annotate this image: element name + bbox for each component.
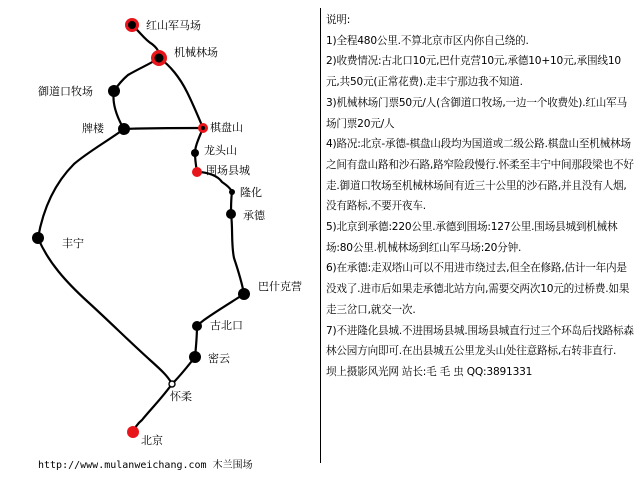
note-4: 4)路况:北京-承德-棋盘山段均为国道或二级公路.棋盘山至机械林场之间有盘山路和沙石路,路窄险段慢行.怀柔至丰宁中间那段梁也不好走.御道口牧场至机械林场间有近三十公里的沙石路,并且没有人烟,没有路标,不要开夜车.: [326, 138, 634, 213]
note-7: 7)不进隆化县城.不进围场县城.围场县城直行过三个环岛后找路标森林公园方向即可.在出县城五公里龙头山处往意路标,右转非直行.: [326, 324, 634, 358]
route-chengde-bashenkuangui: [231, 214, 244, 294]
label-chengde: 承德: [243, 209, 265, 222]
label-gubeikou: 古北口: [210, 319, 243, 332]
route-pailou-fengning: [38, 129, 124, 238]
label-hongshanjun: 红山军马场: [146, 19, 201, 32]
website-footer: http://www.mulanweichang.com 木兰围场: [38, 460, 253, 471]
label-huairou: 怀柔: [170, 390, 192, 403]
note-6: 6)在承德:走双塔山可以不用进市绕过去,但全在修路,估计一年内是没戏了.进市后如果走承德北站方向,需要交两次10元的过桥费.如果走三岔口,就交一次.: [326, 262, 630, 316]
notes-title: 说明:: [326, 14, 351, 26]
marker-gubeikou[interactable]: [192, 321, 202, 331]
route-fengning-huairou: [38, 238, 172, 384]
note-3: 3)机械林场门票50元/人(含御道口牧场,一边一个收费处).红山军马场门票20元/人: [326, 96, 627, 130]
panel-divider: [320, 8, 321, 463]
marker-fengning[interactable]: [32, 232, 44, 244]
label-yudaokou: 御道口牧场: [38, 85, 93, 98]
label-beijing: 北京: [141, 434, 163, 447]
marker-longtoushan[interactable]: [191, 149, 199, 157]
label-miyun: 密云: [208, 352, 230, 365]
marker-bashenkuangui[interactable]: [238, 288, 250, 300]
label-jixie: 机械林场: [174, 46, 218, 59]
route-pailou-qipanshan: [124, 128, 203, 129]
marker-jixie[interactable]: [151, 50, 167, 66]
notes-panel: [326, 10, 634, 383]
note-5: 5)北京到承德:220公里.承德到围场:127公里.围场县城到机械林场:80公里.机械林场到红山军马场:20分钟.: [326, 221, 618, 254]
label-longtoushan: 龙头山: [204, 144, 237, 157]
label-weichang: 围场县城: [206, 164, 250, 177]
route-huairou-beijing: [133, 384, 172, 432]
label-pailou: 牌楼: [82, 122, 104, 135]
marker-chengde[interactable]: [226, 209, 236, 219]
marker-hongshanjun[interactable]: [125, 18, 139, 32]
marker-miyun[interactable]: [189, 351, 201, 363]
route-jixie-yudaokou: [114, 58, 159, 91]
label-bashenkuangui: 巴什克营: [258, 280, 302, 293]
note-1: 1)全程480公里.不算北京市区内你自己绕的.: [326, 34, 529, 47]
marker-huairou[interactable]: [169, 381, 175, 387]
label-longhua: 隆化: [240, 186, 262, 199]
marker-weichang[interactable]: [192, 167, 202, 177]
signature: 坝上摄影风光网 站长:毛 毛 虫 QQ:3891331: [326, 365, 533, 378]
label-fengning: 丰宁: [62, 237, 84, 250]
note-2: 2)收费情况:古北口10元,巴什克营10元,承德10+10元,承围线10元,共50元(正常花费).走丰宁那边我不知道.: [326, 55, 621, 89]
marker-beijing[interactable]: [127, 426, 139, 438]
route-jixie-qipanshan: [159, 58, 203, 128]
marker-pailou[interactable]: [118, 123, 130, 135]
marker-yudaokou[interactable]: [108, 85, 120, 97]
marker-qipanshan[interactable]: [198, 123, 208, 133]
label-qipanshan: 棋盘山: [210, 121, 243, 134]
marker-longhua[interactable]: [229, 189, 235, 195]
